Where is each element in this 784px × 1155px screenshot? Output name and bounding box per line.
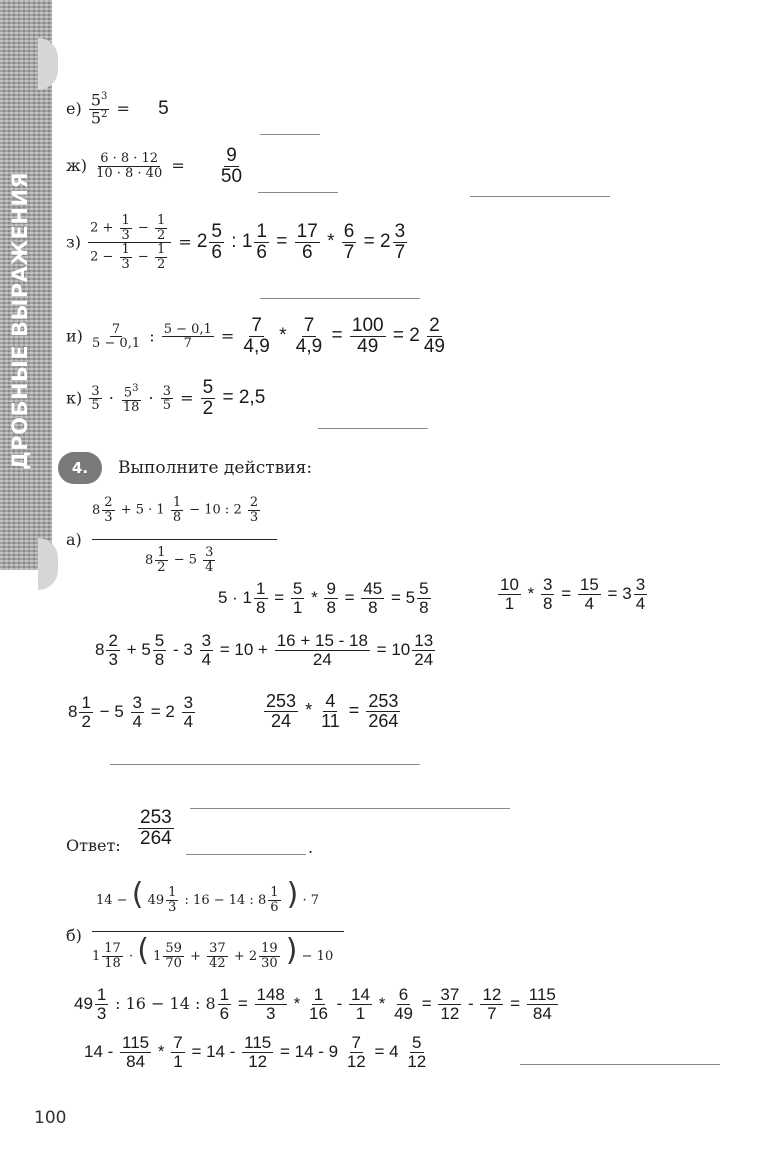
part-a-step2: $\frac{10}{1}$ * $\frac{3}{8}$ = $\frac{15}{4}$ = 3 $\frac{3}{4}$	[500, 575, 646, 613]
task-number-badge: 4.	[58, 452, 102, 484]
part-b-step2: 14 - $\frac{115}{84}$ * $\frac{7}{1}$ = 14 - $\frac{115}{12}$ = 14 - 9 $\frac{7}{12}$ = 4 $\frac{5}{12}$	[84, 1033, 427, 1071]
fraction-bar	[92, 539, 277, 540]
part-a-step3: 8 $\frac{2}{3}$ + 5 $\frac{5}{8}$ - 3 $\frac{3}{4}$ = 10 + $\frac{16 + 15 - 18}{24}$ = 10 $\frac{13}{24}$	[95, 631, 434, 669]
task-instruction: Выполните действия:	[118, 458, 313, 478]
item-i: и) $\frac{7}{5 - 0,1}$ : $\frac{5 - 0,1}{7}$ = $\frac{7}{4,9}$ * $\frac{7}{4,9}$ = $\frac{100}{49}$ = 2 $\frac{2}{49}$	[66, 315, 445, 357]
part-b-numerator: 14 − ( 49 $\frac{1}{3}$ : 16 − 14 : 8 $\frac{1}{6}$ ) · 7	[96, 877, 320, 915]
part-b-label: б)	[66, 926, 82, 945]
answer-label: Ответ:	[66, 836, 121, 855]
item-e: е) $\frac{5^3}{5^2}$ = 5	[66, 90, 169, 128]
item-label: ж)	[66, 155, 87, 175]
section-title	[8, 171, 48, 510]
part-a-step1: 5 · 1 $\frac{1}{8}$ = $\frac{5}{1}$ * $\frac{9}{8}$ = $\frac{45}{8}$ = 5 $\frac{5}{8}$	[218, 579, 429, 617]
part-a-step5: $\frac{253}{24}$ * $\frac{4}{11}$ = $\frac{253}{264}$	[266, 691, 399, 731]
result-fraction: $\frac{9}{50}$	[220, 145, 243, 187]
item-label: з)	[66, 232, 81, 252]
part-a-step4: 8 $\frac{1}{2}$ − 5 $\frac{3}{4}$ = 2 $\frac{3}{4}$	[68, 693, 194, 731]
result: 5	[158, 98, 169, 120]
item-label: к)	[66, 388, 83, 408]
part-a-label: а)	[66, 530, 82, 549]
answer-period: .	[308, 838, 314, 857]
item-z: з) 2 + $\frac{1}{3}$ − $\frac{1}{2}$ 2 − $\frac{1}{3}$ − $\frac{1}{2}$ = 2 $\frac{5}{6}$ : 1 $\frac{1}{6}$ = $\frac{17}{6}$ * $\frac{6}{7}$ = 2 $\frac{3}{7}$	[66, 213, 406, 272]
item-zh: ж) $\frac{6 \cdot 8 \cdot 12}{10 \cdot 8 \cdot 40}$ = $\frac{9}{50}$	[66, 145, 243, 187]
section-title-text: ДРОБНЫЕ ВЫРАЖЕНИЯ	[8, 171, 32, 470]
part-a-numerator: 8 $\frac{2}{3}$ + 5 · 1 $\frac{1}{8}$ − 10 : 2 $\frac{2}{3}$	[92, 495, 259, 525]
strip-tab	[38, 38, 58, 90]
answer-value: $\frac{253}{264}$	[140, 807, 172, 849]
page-number: 100	[34, 1108, 67, 1128]
item-label: и)	[66, 326, 83, 346]
part-a-denominator: 8 $\frac{1}{2}$ − 5 $\frac{3}{4}$	[145, 545, 214, 575]
part-b-denominator: 1 $\frac{17}{18}$ · ( 1 $\frac{59}{70}$ + $\frac{37}{42}$ + 2 $\frac{19}{30}$ ) − 10	[92, 933, 334, 971]
item-k: к) $\frac{3}{5}$ · $\frac{5^3}{18}$ · $\frac{3}{5}$ = $\frac{5}{2}$ = 2,5	[66, 377, 266, 419]
fraction: $\frac{6 \cdot 8 \cdot 12}{10 \cdot 8 \cdot 40}$	[96, 151, 163, 181]
fraction: $\frac{5^3}{5^2}$	[90, 90, 108, 128]
fraction-bar	[92, 931, 344, 932]
item-label: е)	[66, 99, 82, 119]
strip-tab	[38, 538, 58, 590]
part-b-step1: 49 $\frac{1}{3}$ : 16 − 14 : 8 $\frac{1}{6}$ = $\frac{148}{3}$ * $\frac{1}{16}$ - $\frac{14}{1}$ * $\frac{6}{49}$ = $\frac{37}{12}$ - $\frac{12}{7}$ = $\frac{115}{84}$	[74, 985, 556, 1023]
complex-fraction: 2 + $\frac{1}{3}$ − $\frac{1}{2}$ 2 − $\frac{1}{3}$ − $\frac{1}{2}$	[88, 214, 171, 272]
